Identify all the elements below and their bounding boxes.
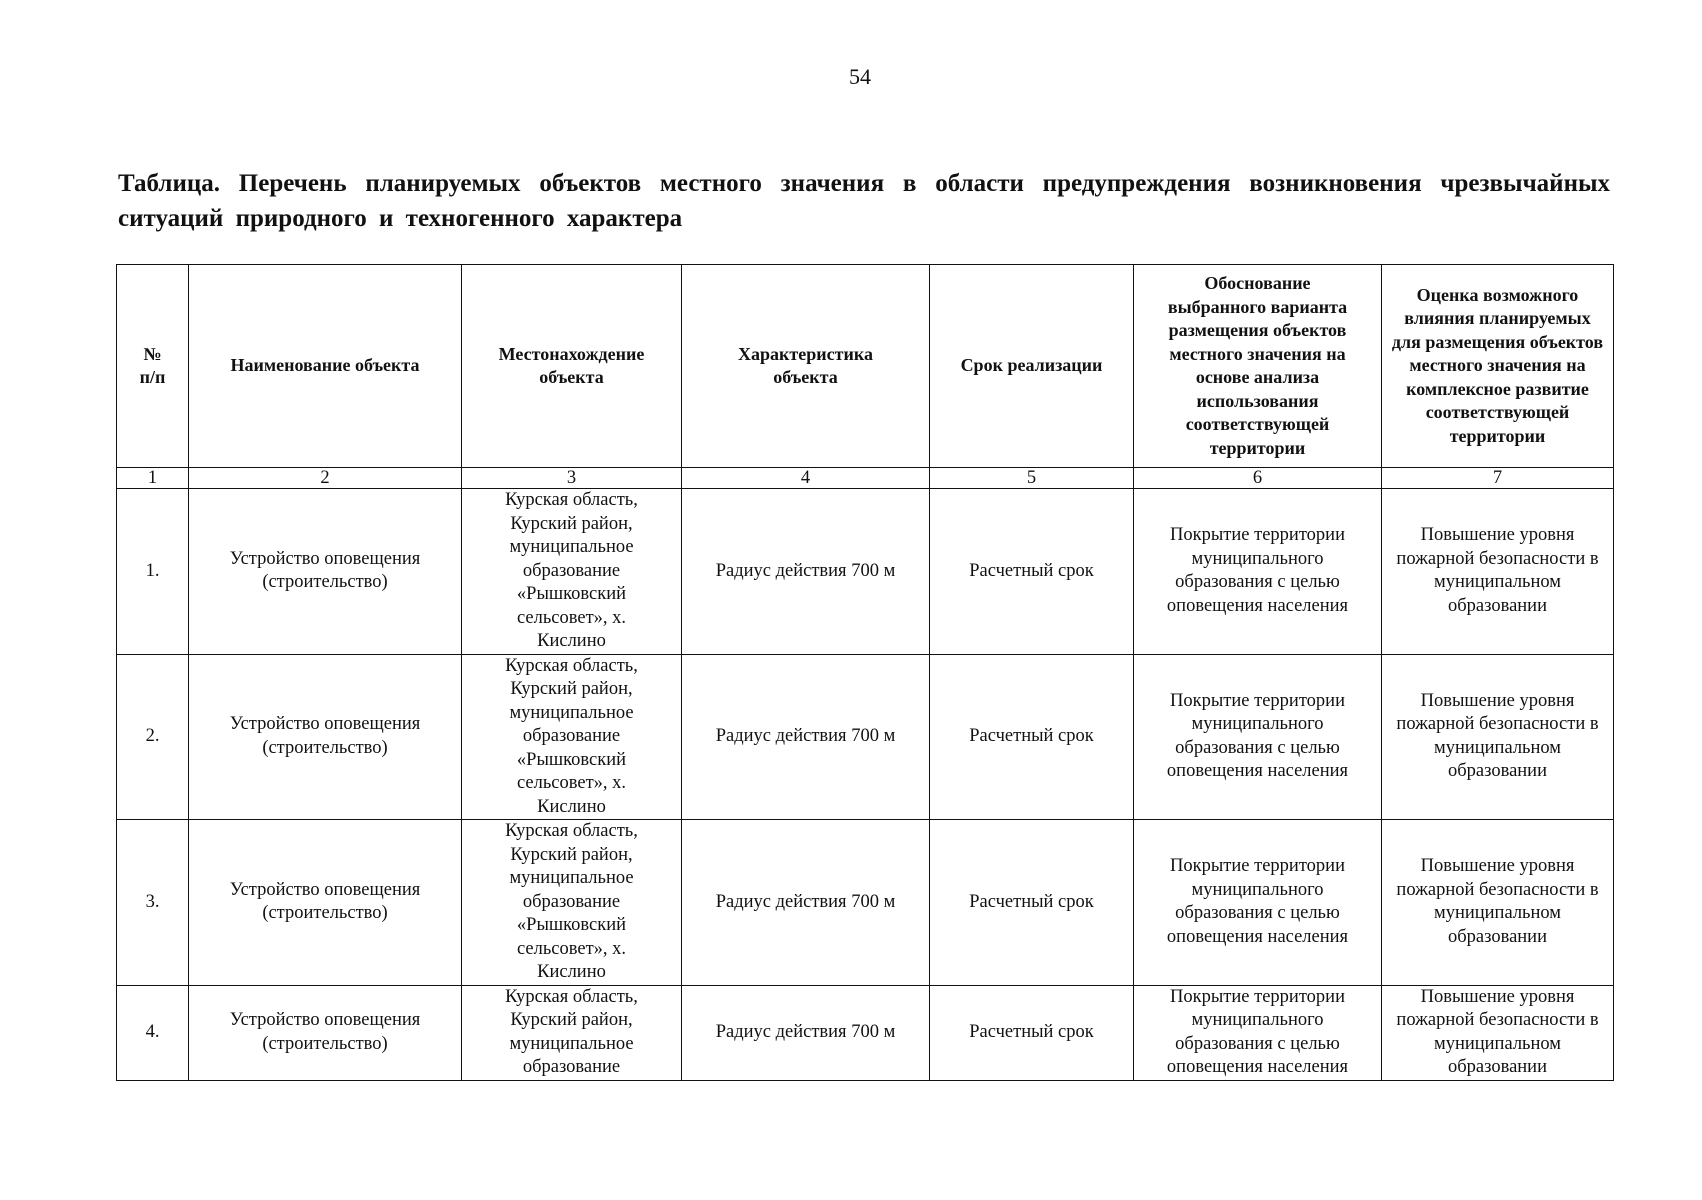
object-characteristic: Радиус действия 700 м: [682, 489, 930, 655]
impact-assessment: Повышение уровня пожарной безопасности в муниципальном образовании: [1382, 820, 1614, 986]
implementation-term: Расчетный срок: [930, 820, 1134, 986]
implementation-term: Расчетный срок: [930, 489, 1134, 655]
header-name: Наименование объекта: [189, 265, 462, 468]
object-name: Устройство оповещения (строительство): [189, 985, 462, 1080]
column-number: 1: [117, 468, 189, 489]
table-row: [117, 820, 1614, 986]
column-number: 4: [682, 468, 930, 489]
table-row: [117, 654, 1614, 820]
table-row: [117, 489, 1614, 655]
row-number: 2.: [117, 654, 189, 820]
column-number-row: [117, 468, 1614, 489]
objects-table: [116, 264, 1614, 1081]
placement-justification: Покрытие территории муниципального образования с целью оповещения населения: [1134, 489, 1382, 655]
object-name: Устройство оповещения (строительство): [189, 489, 462, 655]
implementation-term: Расчетный срок: [930, 654, 1134, 820]
placement-justification: Покрытие территории муниципального образования с целью оповещения населения: [1134, 985, 1382, 1080]
impact-assessment: Повышение уровня пожарной безопасности в муниципальном образовании: [1382, 654, 1614, 820]
column-number: 3: [462, 468, 682, 489]
header-characteristic: Характеристика объекта: [682, 265, 930, 468]
header-num: № п/п: [117, 265, 189, 468]
object-name: Устройство оповещения (строительство): [189, 654, 462, 820]
header-term: Срок реализации: [930, 265, 1134, 468]
table-title: Таблица. Перечень планируемых объектов местного значения в области предупреждения возникновения чрезвычайных ситуаций природного и техногенного характера: [118, 170, 1610, 232]
impact-assessment: Повышение уровня пожарной безопасности в муниципальном образовании: [1382, 489, 1614, 655]
placement-justification: Покрытие территории муниципального образования с целью оповещения населения: [1134, 820, 1382, 986]
table-row: [117, 985, 1614, 1080]
table-body: [117, 489, 1614, 1081]
header-impact: Оценка возможного влияния планируемых для размещения объектов местного значения на комплексное развитие соответствующей территории: [1382, 265, 1614, 468]
object-characteristic: Радиус действия 700 м: [682, 654, 930, 820]
header-location: Местонахождение объекта: [462, 265, 682, 468]
placement-justification: Покрытие территории муниципального образования с целью оповещения населения: [1134, 654, 1382, 820]
impact-assessment: Повышение уровня пожарной безопасности в муниципальном образовании: [1382, 985, 1614, 1080]
object-location: Курская область, Курский район, муниципальное образование «Рышковский сельсовет», х. Кислино: [462, 654, 682, 820]
object-location: Курская область, Курский район, муниципальное образование: [462, 985, 682, 1080]
column-number: 7: [1382, 468, 1614, 489]
implementation-term: Расчетный срок: [930, 985, 1134, 1080]
page-number: 54: [849, 64, 871, 89]
header-justification: Обоснование выбранного варианта размещения объектов местного значения на основе анализа использования соответствующей территории: [1134, 265, 1382, 468]
object-name: Устройство оповещения (строительство): [189, 820, 462, 986]
column-number: 6: [1134, 468, 1382, 489]
row-number: 3.: [117, 820, 189, 986]
column-number: 2: [189, 468, 462, 489]
column-number: 5: [930, 468, 1134, 489]
object-location: Курская область, Курский район, муниципальное образование «Рышковский сельсовет», х. Кислино: [462, 489, 682, 655]
row-number: 1.: [117, 489, 189, 655]
object-characteristic: Радиус действия 700 м: [682, 820, 930, 986]
object-location: Курская область, Курский район, муниципальное образование «Рышковский сельсовет», х. Кислино: [462, 820, 682, 986]
object-characteristic: Радиус действия 700 м: [682, 985, 930, 1080]
row-number: 4.: [117, 985, 189, 1080]
table-header: [117, 265, 1614, 489]
